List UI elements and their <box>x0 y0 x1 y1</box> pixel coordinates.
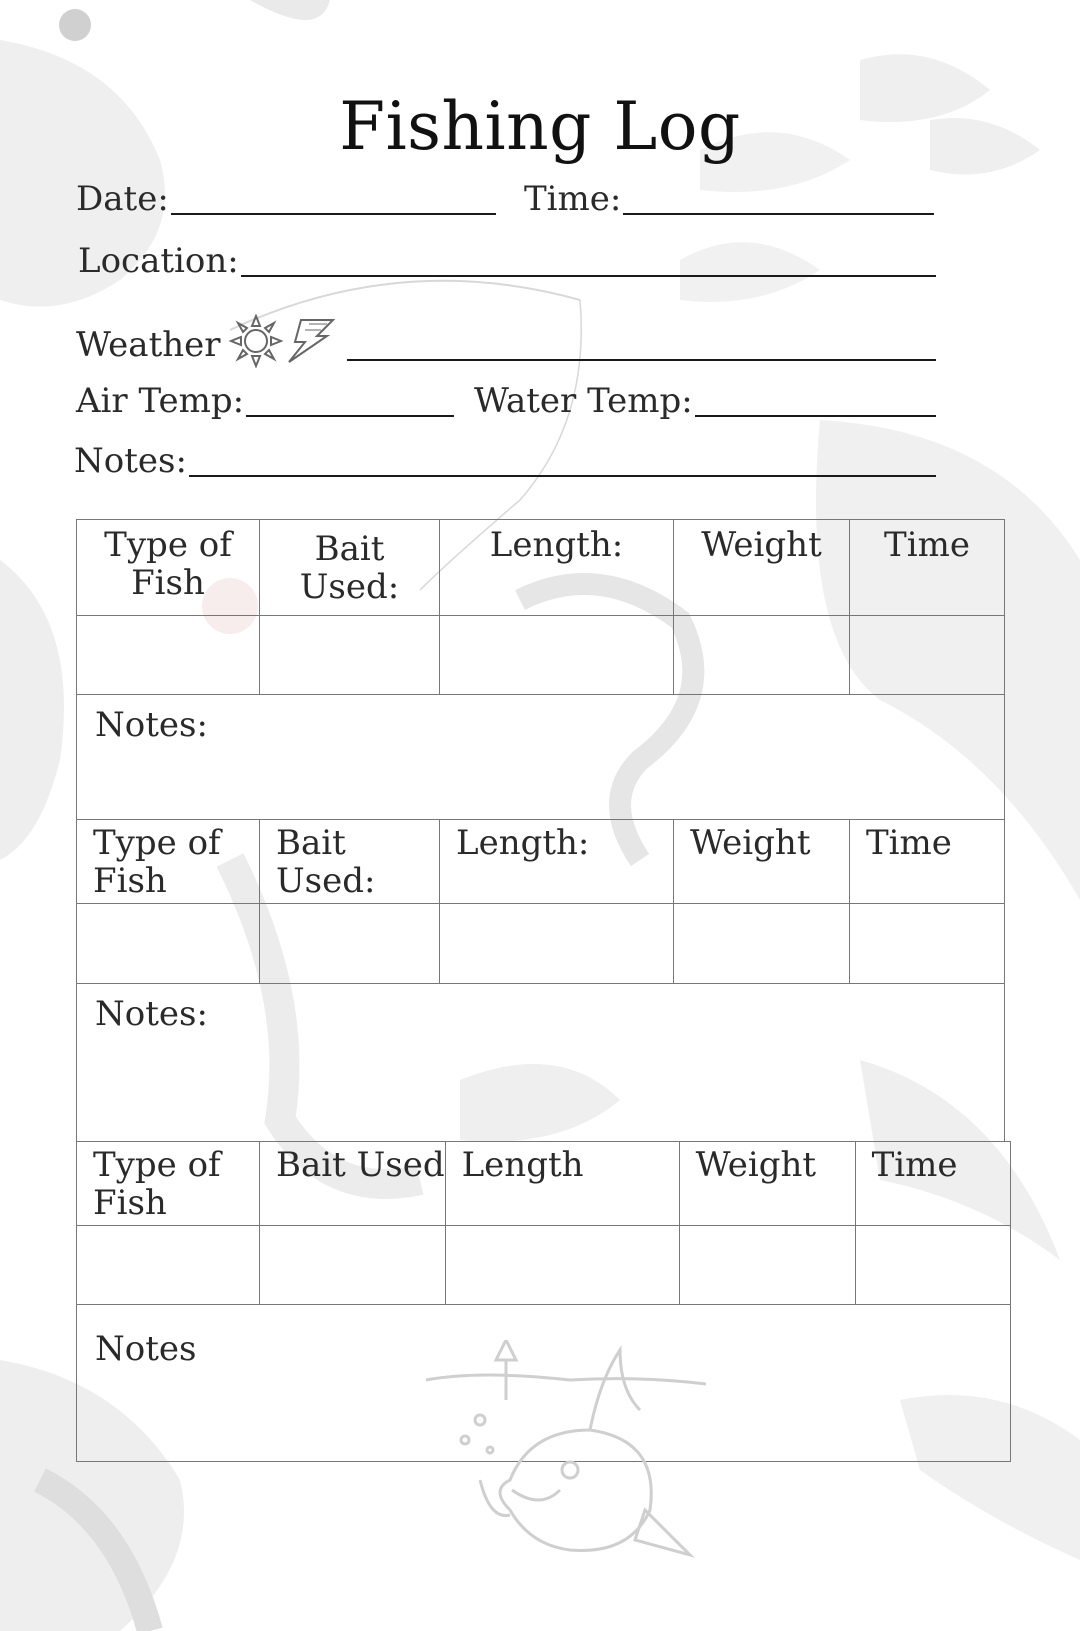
catch-entry-row <box>77 1226 1011 1305</box>
catch-notes-row <box>77 695 1005 820</box>
header-bait-used: Bait Used: <box>260 520 440 616</box>
header-weight: Weight <box>674 820 850 904</box>
weight-cell[interactable] <box>674 904 850 984</box>
fish-icon <box>420 1340 710 1570</box>
location-line[interactable] <box>241 274 936 277</box>
catch-entry-row <box>77 904 1005 984</box>
catch-table-header <box>77 1142 1011 1226</box>
page-title: Fishing Log <box>339 88 741 165</box>
catch-entry-row <box>77 616 1005 695</box>
time-cell[interactable] <box>850 616 1005 695</box>
weight-cell[interactable] <box>674 616 850 695</box>
length-cell[interactable] <box>445 1226 679 1305</box>
length-cell[interactable] <box>440 904 674 984</box>
header-length: Length: <box>440 520 674 616</box>
water-temp-line[interactable] <box>695 414 936 417</box>
notes-line[interactable] <box>189 474 936 477</box>
type-of-fish-cell[interactable] <box>77 1226 260 1305</box>
sun-icon <box>229 314 283 368</box>
time-line[interactable] <box>623 212 934 215</box>
type-of-fish-cell[interactable] <box>77 904 260 984</box>
time-cell[interactable] <box>850 904 1005 984</box>
header-type-of-fish: Type of Fish <box>77 820 260 904</box>
header-type-of-fish: Type of Fish <box>77 1142 260 1226</box>
catch-table-header <box>77 820 1005 904</box>
catch-table-1 <box>76 519 1005 820</box>
time-cell[interactable] <box>855 1226 1010 1305</box>
weather-field[interactable] <box>76 310 936 364</box>
time-label: Time: <box>524 179 622 219</box>
header-time: Time <box>855 1142 1010 1226</box>
date-field[interactable] <box>76 179 496 219</box>
bait-used-cell[interactable] <box>260 616 440 695</box>
weight-cell[interactable] <box>679 1226 855 1305</box>
weather-line[interactable] <box>347 358 937 361</box>
header-type-of-fish: Type of Fish <box>77 520 260 616</box>
header-bait-used: Bait Used: <box>260 820 440 904</box>
catch-notes-row <box>77 984 1005 1142</box>
catch-notes-cell[interactable]: Notes: <box>77 984 1005 1142</box>
water-temp-field[interactable] <box>474 381 936 421</box>
weather-label: Weather <box>76 325 221 365</box>
header-weight: Weight <box>679 1142 855 1226</box>
notes-field[interactable] <box>74 441 936 481</box>
length-cell[interactable] <box>440 616 674 695</box>
date-line[interactable] <box>171 212 496 215</box>
header-time: Time <box>850 520 1005 616</box>
water-temp-label: Water Temp: <box>474 381 693 421</box>
lightning-icon <box>283 318 335 364</box>
time-field[interactable] <box>524 179 934 219</box>
location-field[interactable] <box>78 241 936 281</box>
air-temp-field[interactable] <box>76 381 454 421</box>
air-temp-line[interactable] <box>246 414 454 417</box>
header-length: Length: <box>440 820 674 904</box>
date-label: Date: <box>76 179 169 219</box>
air-temp-label: Air Temp: <box>76 381 245 421</box>
header-bait-used: Bait Used <box>260 1142 446 1226</box>
header-time: Time <box>850 820 1005 904</box>
catch-table-header <box>77 520 1005 616</box>
catch-notes-cell[interactable]: Notes: <box>77 695 1005 820</box>
catch-table-2 <box>76 819 1005 1142</box>
header-length: Length <box>445 1142 679 1226</box>
notes-label: Notes: <box>74 441 187 481</box>
type-of-fish-cell[interactable] <box>77 616 260 695</box>
catch-notes-cell[interactable]: Notes <box>77 1305 1011 1462</box>
location-label: Location: <box>78 241 239 281</box>
bait-used-cell[interactable] <box>260 1226 446 1305</box>
header-weight: Weight <box>674 520 850 616</box>
bait-used-cell[interactable] <box>260 904 440 984</box>
